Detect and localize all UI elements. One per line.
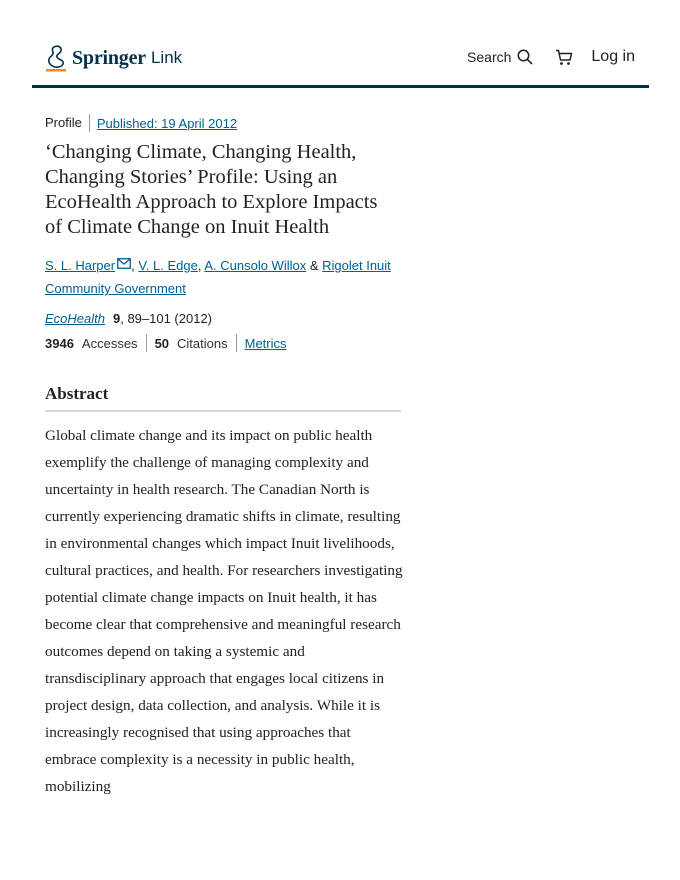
abstract-text: Global climate change and its impact on public health exemplify the challenge of managing complexity and uncertainty in health research. The Canadian North is currently experiencing dramatic shifts in climate, resulting in environmental changes which impact Inuit livelihoods, cultural practices, and health. For researchers investigating potential climate change impacts on Inuit health, it has become clear that comprehensive and meaningful research outcomes depend on taking a systemic and transdisciplinary approach that engages local citizens in project design, data collection, and analysis. While it is increasingly recognised that using approaches that embrace complexity is a necessity in public health, mobilizing — [45, 427, 403, 795]
divider — [146, 334, 147, 352]
article-title: ‘Changing Climate, Changing Health, Changing Stories’ Profile: Using an EcoHealth Approach to Explore Impacts of Climate Change on Inuit Health — [45, 141, 378, 238]
author-link[interactable]: A. Cunsolo Willox — [204, 258, 307, 273]
mail-icon[interactable] — [117, 258, 131, 269]
site-header — [32, 0, 649, 88]
citation-line — [45, 308, 402, 328]
author-link[interactable]: V. L. Edge — [138, 258, 198, 273]
header-nav — [467, 48, 635, 66]
author-separator: , — [197, 258, 205, 273]
logo-springer-text: Springer — [72, 46, 146, 69]
author-separator: & — [306, 258, 323, 273]
divider — [236, 334, 237, 352]
search-button[interactable] — [467, 49, 533, 65]
journal-link[interactable]: EcoHealth — [45, 310, 105, 326]
article-metrics-row — [45, 332, 402, 354]
author-separator: , — [131, 258, 139, 273]
springer-horse-icon — [45, 44, 69, 72]
logo-link-text: Link — [150, 48, 183, 67]
search-icon — [517, 49, 533, 65]
article-type: Profile — [45, 114, 90, 132]
author-link[interactable]: Rigolet Inuit Community Government — [45, 258, 391, 296]
metrics-link[interactable]: Metrics — [244, 335, 287, 351]
article-meta — [45, 112, 402, 134]
cart-button[interactable] — [555, 49, 573, 66]
abstract-heading: Abstract — [45, 384, 401, 412]
article-main — [45, 112, 402, 800]
citations-label: Citations — [177, 335, 228, 351]
accesses-label: Accesses — [81, 335, 138, 351]
cart-icon — [555, 49, 573, 66]
springer-link-logo[interactable] — [45, 44, 182, 72]
author-list — [45, 254, 402, 300]
published-date-link[interactable]: Published: 19 April 2012 — [96, 115, 238, 131]
accesses-count: 3946 — [45, 335, 74, 351]
login-link[interactable]: Log in — [591, 48, 635, 65]
search-label: Search — [467, 49, 512, 65]
journal-volume: 9 — [112, 310, 121, 326]
journal-pages-year: , 89–101 (2012) — [120, 310, 213, 326]
author-link[interactable]: S. L. Harper — [45, 258, 116, 273]
citations-count: 50 — [154, 335, 170, 351]
